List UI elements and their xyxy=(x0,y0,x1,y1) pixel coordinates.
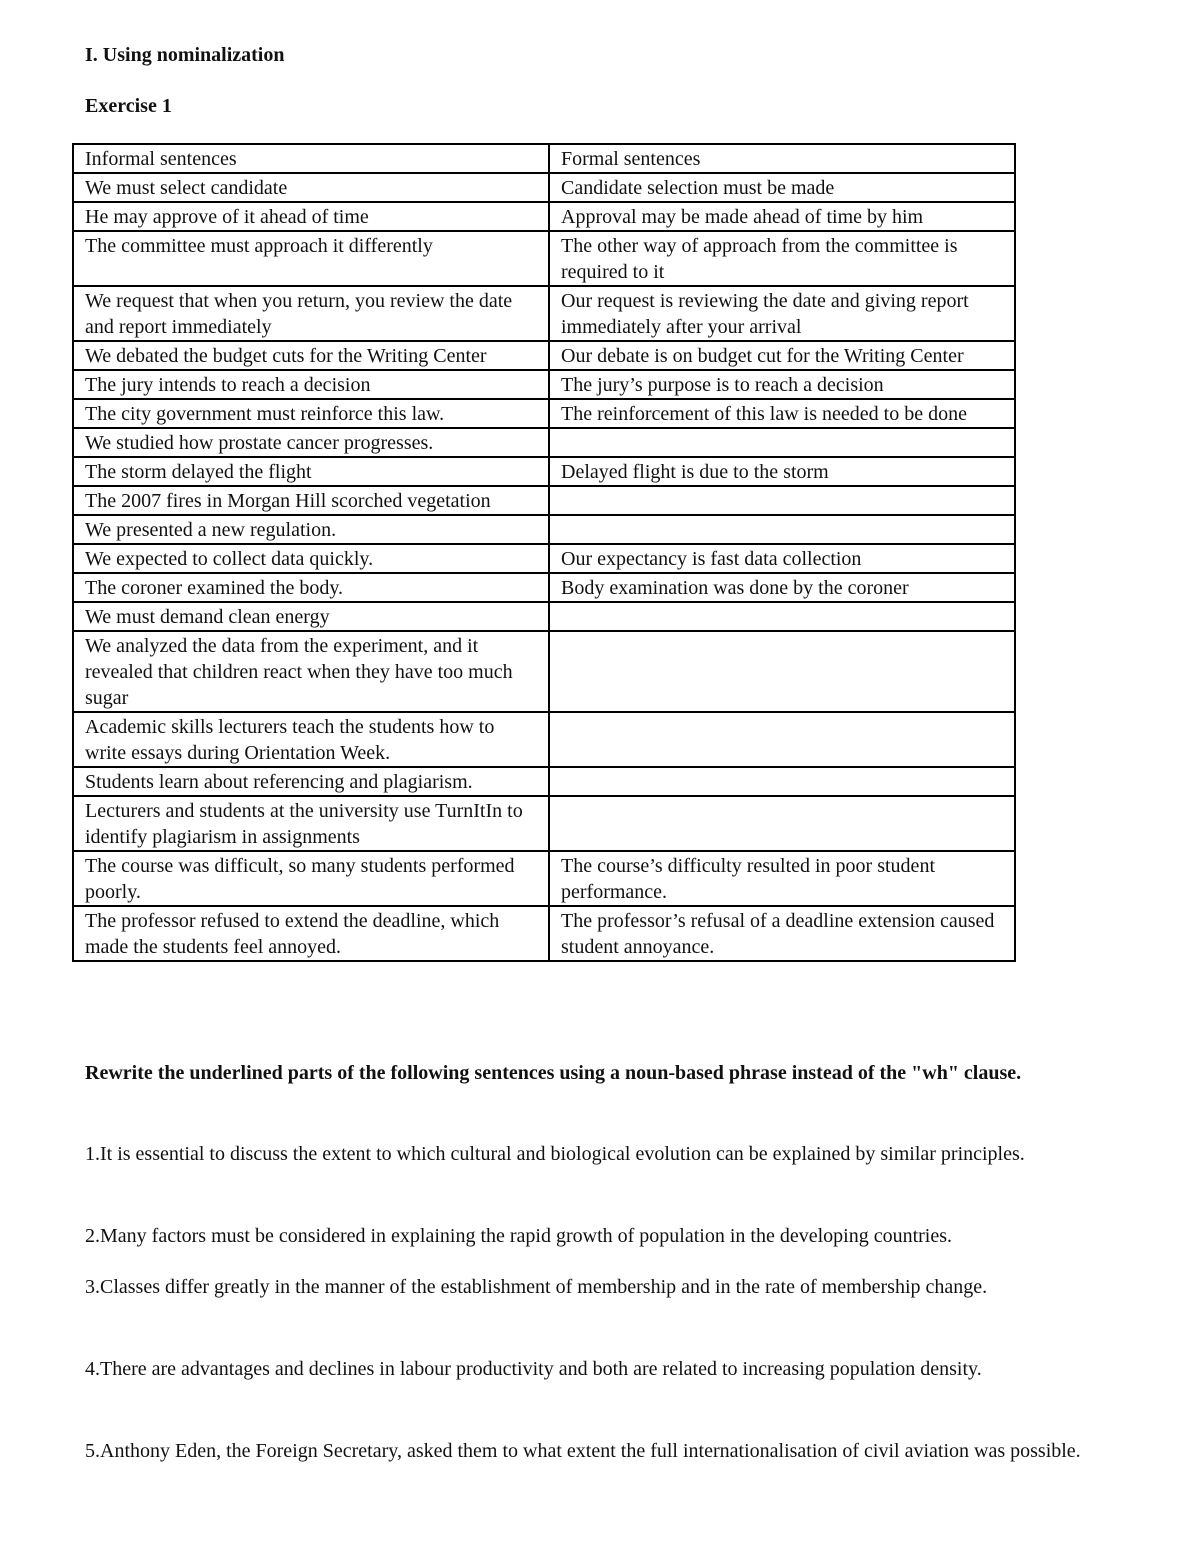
informal-cell: We expected to collect data quickly. xyxy=(73,544,549,573)
table-row xyxy=(73,767,1015,796)
informal-cell: Academic skills lecturers teach the students how to write essays during Orientation Week. xyxy=(73,712,549,767)
informal-cell: The storm delayed the flight xyxy=(73,457,549,486)
question-1: 1.It is essential to discuss the extent to which cultural and biological evolution can be explained by similar principles. xyxy=(85,1143,1025,1165)
table-header-row xyxy=(73,144,1015,173)
table-row xyxy=(73,428,1015,457)
formal-cell xyxy=(549,428,1015,457)
table-row xyxy=(73,173,1015,202)
informal-cell: The professor refused to extend the deadline, which made the students feel annoyed. xyxy=(73,906,549,961)
section-title: I. Using nominalization xyxy=(85,44,285,66)
informal-cell: We debated the budget cuts for the Writing Center xyxy=(73,341,549,370)
table-row xyxy=(73,602,1015,631)
informal-cell: The coroner examined the body. xyxy=(73,573,549,602)
formal-cell: Candidate selection must be made xyxy=(549,173,1015,202)
informal-cell: We studied how prostate cancer progresses. xyxy=(73,428,549,457)
formal-cell xyxy=(549,602,1015,631)
informal-cell: We must select candidate xyxy=(73,173,549,202)
question-3: 3.Classes differ greatly in the manner of the establishment of membership and in the rate of membership change. xyxy=(85,1276,988,1298)
informal-cell: The course was difficult, so many students performed poorly. xyxy=(73,851,549,906)
table-row xyxy=(73,573,1015,602)
table-row xyxy=(73,906,1015,961)
exercise-title: Exercise 1 xyxy=(85,95,172,117)
formal-cell xyxy=(549,486,1015,515)
formal-cell xyxy=(549,796,1015,851)
table-row xyxy=(73,712,1015,767)
informal-cell: The city government must reinforce this law. xyxy=(73,399,549,428)
instruction-text: Rewrite the underlined parts of the following sentences using a noun-based phrase instead of the "wh" clause. xyxy=(85,1062,1022,1084)
formal-cell: Delayed flight is due to the storm xyxy=(549,457,1015,486)
formal-cell: Our expectancy is fast data collection xyxy=(549,544,1015,573)
formal-cell: The reinforcement of this law is needed to be done xyxy=(549,399,1015,428)
informal-cell: He may approve of it ahead of time xyxy=(73,202,549,231)
table-row xyxy=(73,341,1015,370)
table-row xyxy=(73,399,1015,428)
informal-cell: The jury intends to reach a decision xyxy=(73,370,549,399)
informal-cell: We must demand clean energy xyxy=(73,602,549,631)
header-informal: Informal sentences xyxy=(73,144,549,173)
table-row xyxy=(73,515,1015,544)
informal-cell: We analyzed the data from the experiment, and it revealed that children react when they have too much sugar xyxy=(73,631,549,712)
question-2: 2.Many factors must be considered in explaining the rapid growth of population in the developing countries. xyxy=(85,1225,953,1247)
informal-cell: The committee must approach it differently xyxy=(73,231,549,286)
formal-cell: The professor’s refusal of a deadline extension caused student annoyance. xyxy=(549,906,1015,961)
table-row xyxy=(73,370,1015,399)
table-row xyxy=(73,851,1015,906)
informal-cell: Students learn about referencing and plagiarism. xyxy=(73,767,549,796)
informal-cell: Lecturers and students at the university use TurnItIn to identify plagiarism in assignments xyxy=(73,796,549,851)
formal-cell: The other way of approach from the committee is required to it xyxy=(549,231,1015,286)
formal-cell: The jury’s purpose is to reach a decision xyxy=(549,370,1015,399)
table-row xyxy=(73,631,1015,712)
formal-cell: Body examination was done by the coroner xyxy=(549,573,1015,602)
table-row xyxy=(73,202,1015,231)
formal-cell: The course’s difficulty resulted in poor student performance. xyxy=(549,851,1015,906)
formal-cell: Our request is reviewing the date and giving report immediately after your arrival xyxy=(549,286,1015,341)
formal-cell: Approval may be made ahead of time by him xyxy=(549,202,1015,231)
question-5: 5.Anthony Eden, the Foreign Secretary, asked them to what extent the full internationalisation of civil aviation was possible. xyxy=(85,1440,1081,1462)
formal-cell xyxy=(549,767,1015,796)
table-row xyxy=(73,486,1015,515)
table-row xyxy=(73,231,1015,286)
nominalization-table xyxy=(72,143,1016,962)
formal-cell xyxy=(549,515,1015,544)
table-row xyxy=(73,544,1015,573)
header-formal: Formal sentences xyxy=(549,144,1015,173)
informal-cell: The 2007 fires in Morgan Hill scorched vegetation xyxy=(73,486,549,515)
formal-cell xyxy=(549,712,1015,767)
table-row xyxy=(73,796,1015,851)
table-row xyxy=(73,286,1015,341)
formal-cell xyxy=(549,631,1015,712)
informal-cell: We request that when you return, you review the date and report immediately xyxy=(73,286,549,341)
table-row xyxy=(73,457,1015,486)
informal-cell: We presented a new regulation. xyxy=(73,515,549,544)
question-4: 4.There are advantages and declines in labour productivity and both are related to increasing population density. xyxy=(85,1358,982,1380)
formal-cell: Our debate is on budget cut for the Writing Center xyxy=(549,341,1015,370)
